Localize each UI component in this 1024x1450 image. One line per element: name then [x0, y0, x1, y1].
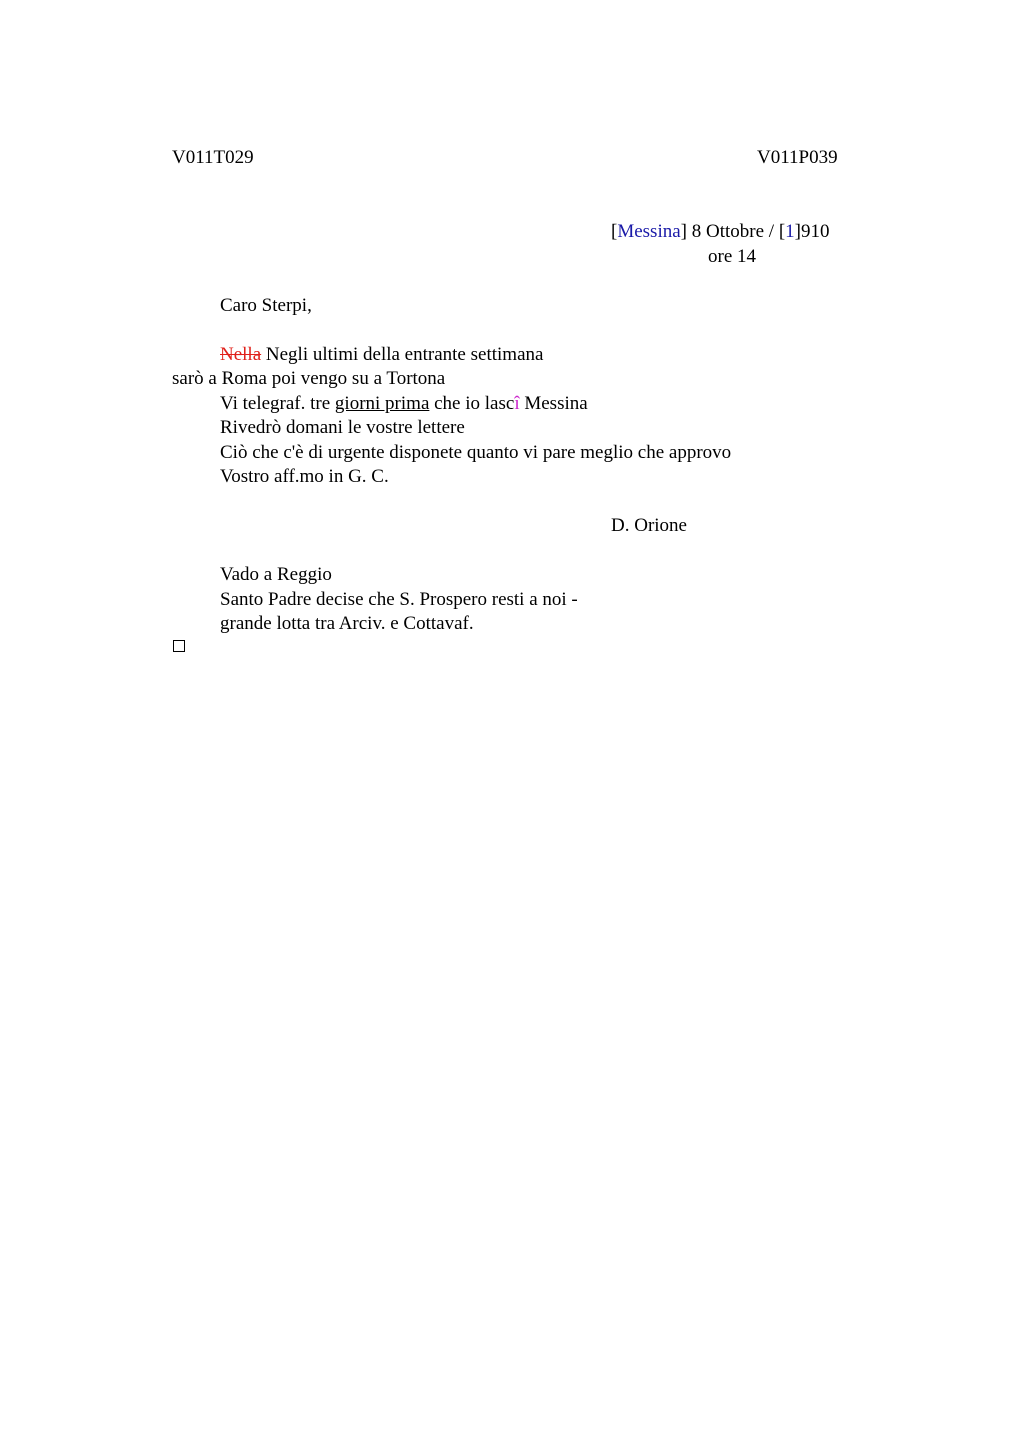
line-text: Negli ultimi della entrante settimana: [265, 344, 544, 365]
signature: D. Orione: [611, 515, 687, 536]
bracket-open: [: [611, 221, 618, 242]
underlined-text: giorni prima: [334, 393, 430, 414]
time-line: ore 14: [708, 246, 757, 267]
line-text: Messina: [519, 393, 588, 414]
bracket-close: ]: [680, 221, 692, 242]
postscript-line-1: Vado a Reggio: [220, 564, 332, 585]
postscript-line-3: grande lotta tra Arciv. e Cottavaf.: [220, 613, 474, 634]
year-prefix: 1: [785, 221, 795, 242]
letter-line-1: [220, 343, 543, 368]
deleted-word: Nella: [220, 344, 262, 365]
letter-line-5: Ciò che c'è di urgente disponete quanto vi pare meglio che approvo: [220, 442, 732, 463]
dateline: [611, 220, 829, 245]
place-name: Messina: [617, 221, 681, 242]
salutation: Caro Sterpi,: [220, 295, 312, 316]
letter-line-2: sarò a Roma poi vengo su a Tortona: [172, 368, 446, 389]
corrected-letter: î: [514, 393, 520, 414]
letter-line-4: Rivedrò domani le vostre lettere: [220, 417, 465, 438]
letter-line-3: [220, 392, 588, 417]
date-text: 8 Ottobre /: [691, 221, 779, 242]
bracket-open: [: [778, 221, 786, 242]
postscript-line-2: Santo Padre decise che S. Prospero resti a noi -: [220, 589, 578, 610]
line-text: Vi telegraf. tre: [220, 393, 335, 414]
archive-code-right: V011P039: [757, 147, 838, 168]
archive-code-left: V011T029: [172, 147, 254, 168]
closing-line: Vostro aff.mo in G. C.: [220, 466, 389, 487]
year-rest: 910: [800, 221, 830, 242]
line-text: che io lasc: [429, 393, 515, 414]
end-of-document-box-icon: [173, 640, 185, 652]
bracket-close: ]: [794, 221, 801, 242]
